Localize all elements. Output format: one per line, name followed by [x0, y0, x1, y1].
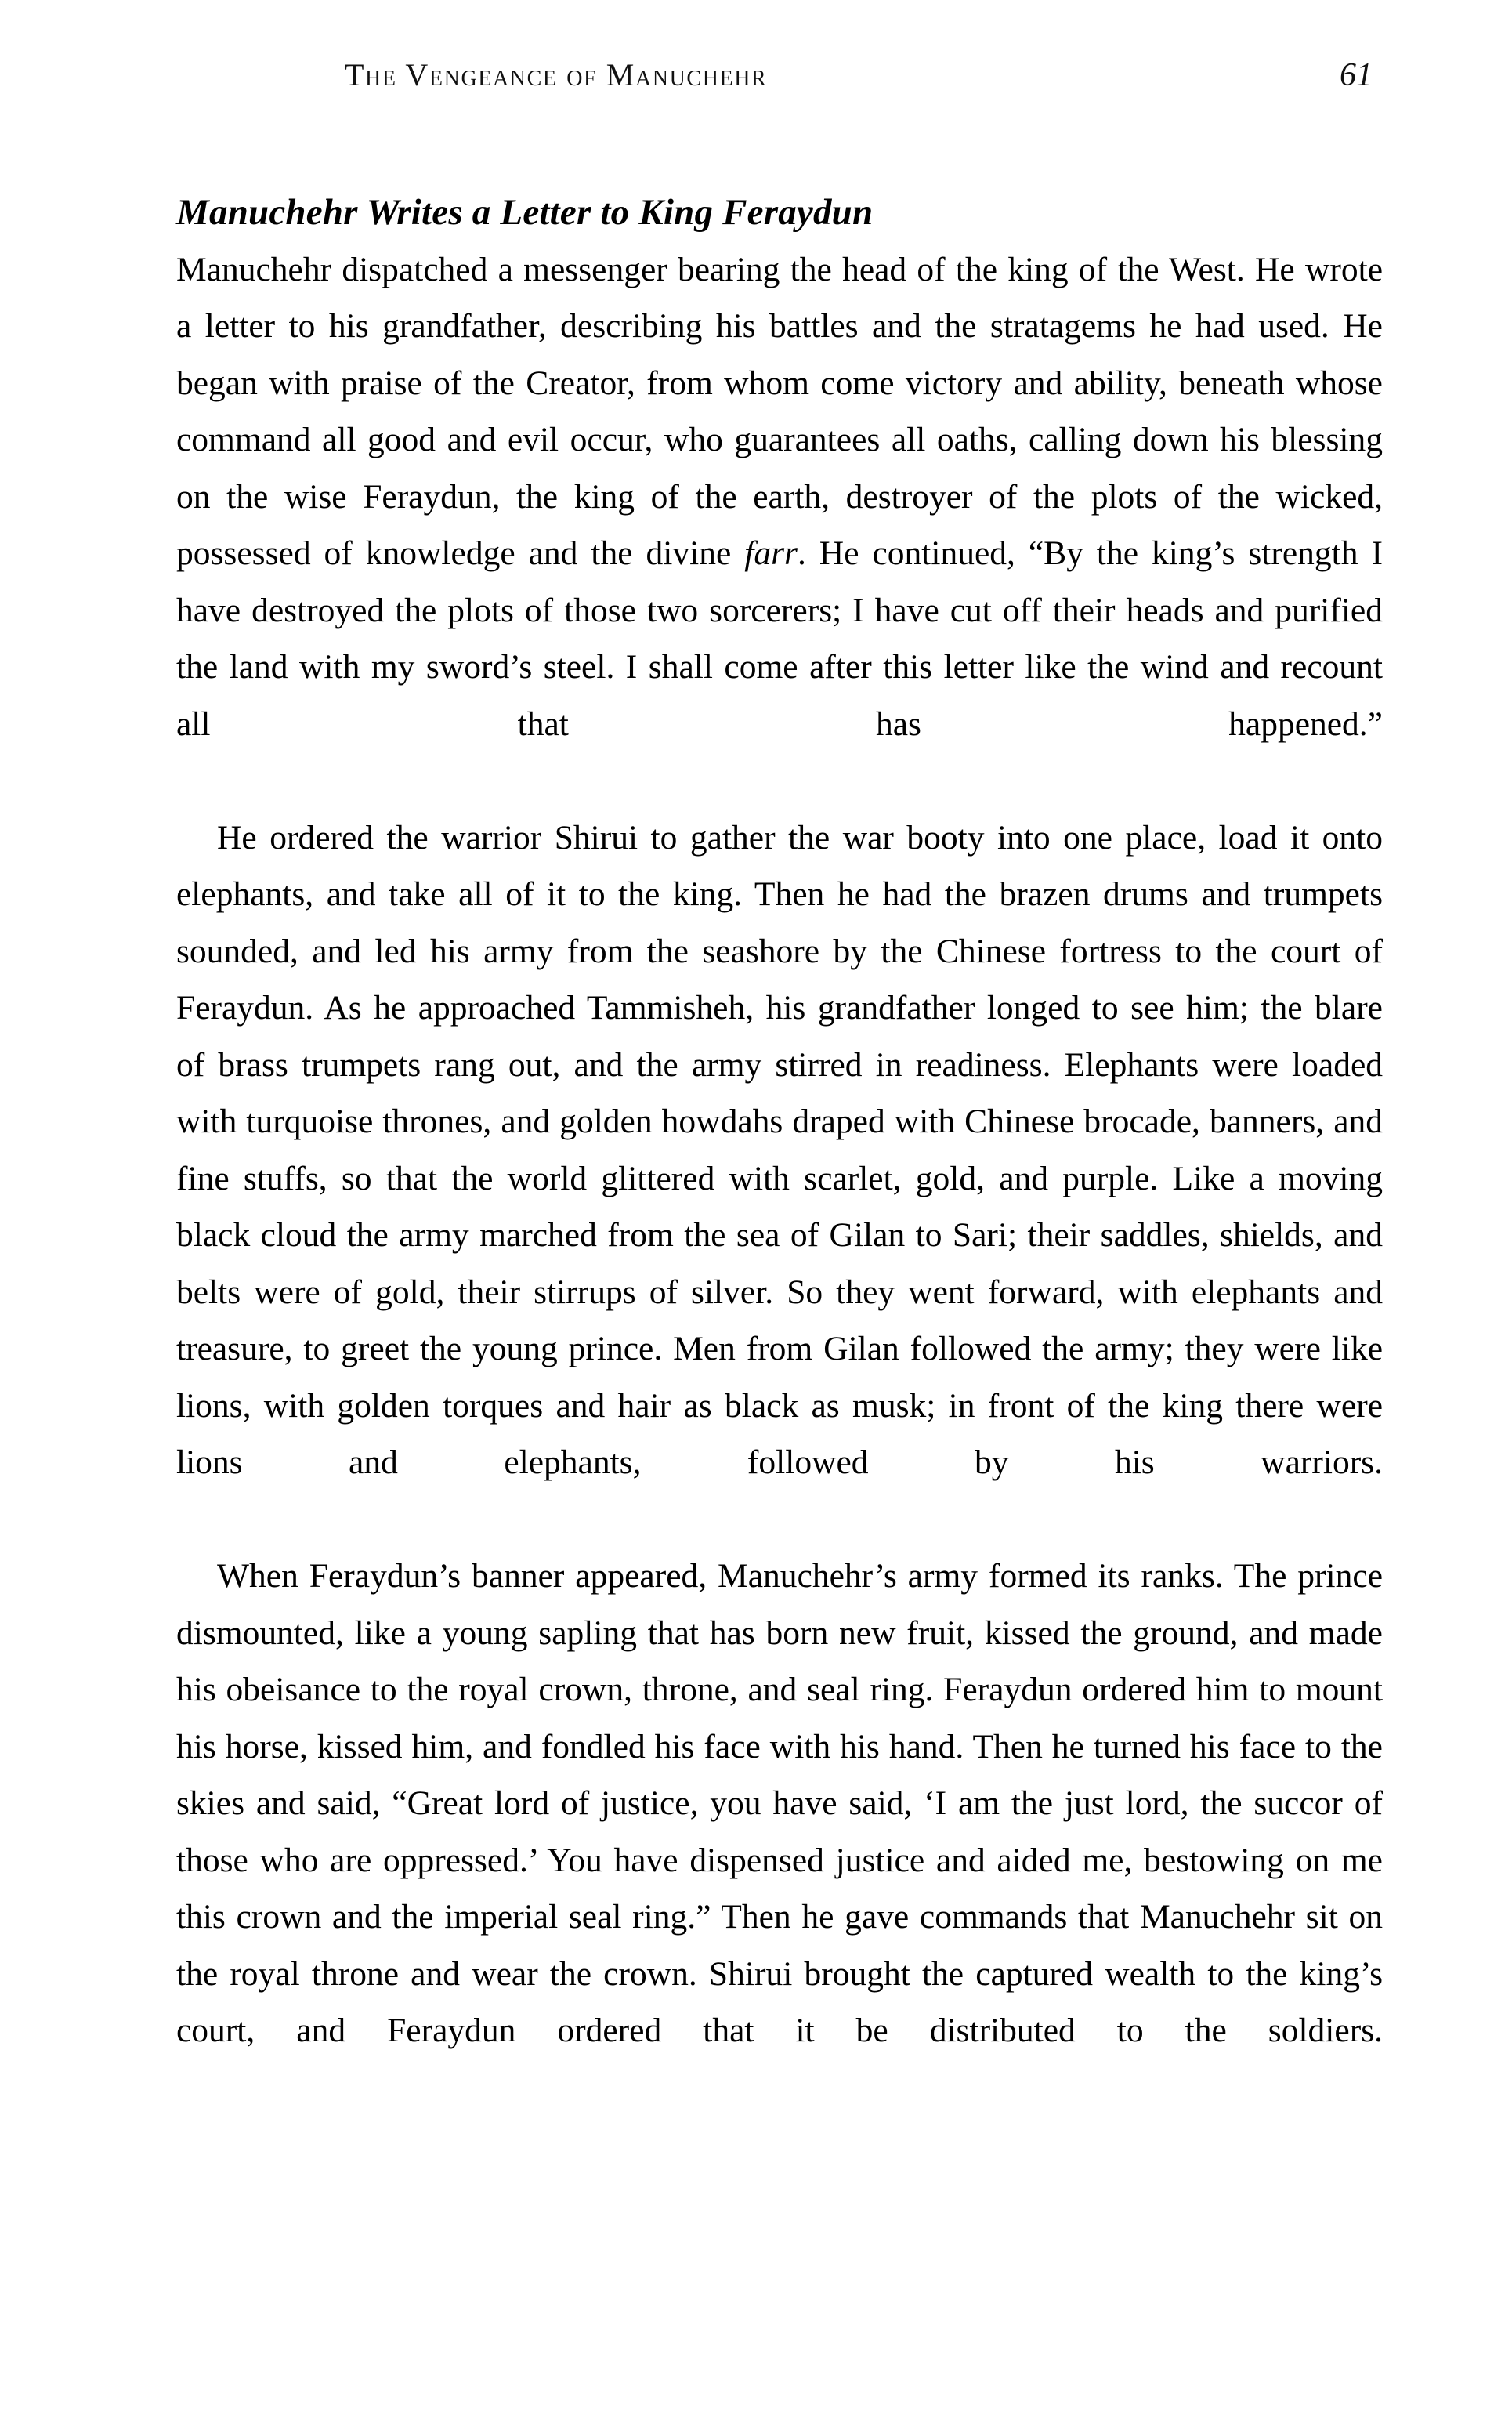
paragraph-3 — [176, 1548, 1383, 2116]
text-block — [176, 192, 1383, 2116]
paragraph-3-text: When Feraydun’s banner appeared, Manuchehr’s army formed its ranks. The prince dismounted, like a young sapling that has born new fruit, kissed the ground, and made his obeisance to the royal crown, throne, and seal ring. Feraydun ordered him to mount his horse, kissed him, and fondled his face with his hand. Then he turned his face to the skies and said, “Great lord of justice, you have said, ‘I am the just lord, the succor of those who are oppressed.’ You have dispensed justice and aided me, bestowing on me this crown and the imperial seal ring.” Then he gave commands that Manuchehr sit on the royal throne and wear the crown. Shirui brought the captured wealth to the king’s court, and Feraydun ordered that it be distributed to the soldiers. — [176, 1557, 1383, 2050]
paragraph-2-text: He ordered the warrior Shirui to gather the war booty into one place, load it onto elephants, and take all of it to the king. Then he had the brazen drums and trumpets sounded, and led his army from the seashore by the Chinese fortress to the court of Feraydun. As he approached Tammisheh, his grandfather longed to see him; the blare of brass trumpets rang out, and the army stirred in readiness. Elephants were loaded with turquoise thrones, and golden howdahs draped with Chinese brocade, banners, and fine stuffs, so that the world glittered with scarlet, gold, and purple. Like a moving black cloud the army marched from the sea of Gilan to Sari; their saddles, shields, and belts were of gold, their stirrups of silver. So they went forward, with elephants and treasure, to greet the young prince. Men from Gilan followed the army; they were like lions, with golden torques and hair as black as musk; in front of the king there were lions and elephants, followed by his warriors. — [176, 818, 1383, 1482]
page-number: 61 — [1340, 57, 1373, 93]
section-heading: Manuchehr Writes a Letter to King Feraydun — [176, 192, 874, 233]
running-head-title: The Vengeance of Manuchehr — [345, 57, 768, 92]
paragraph-1 — [176, 241, 1383, 809]
paragraph-1-text-before-italic: Manuchehr dispatched a messenger bearing the head of the king of the West. He wrote a letter to his grandfather, describing his battles and the stratagems he had used. He began with praise of the Creator, from whom come victory and ability, beneath whose command all good and evil occur, who guarantees all oaths, calling down his blessing on the wise Feraydun, the king of the earth, destroyer of the plots of the wicked, possessed of knowledge and the divine — [176, 250, 1383, 573]
running-head — [176, 56, 1379, 103]
italic-term-farr: farr — [744, 534, 798, 573]
paragraph-1-text-after-italic: . He continued, “By the king’s strength I have destroyed the plots of those two sorcerers; I have cut off their heads and purified the land with my sword’s steel. I shall come after this letter like the wind and recount all that has happened.” — [176, 534, 1383, 743]
paragraph-2 — [176, 809, 1383, 1548]
